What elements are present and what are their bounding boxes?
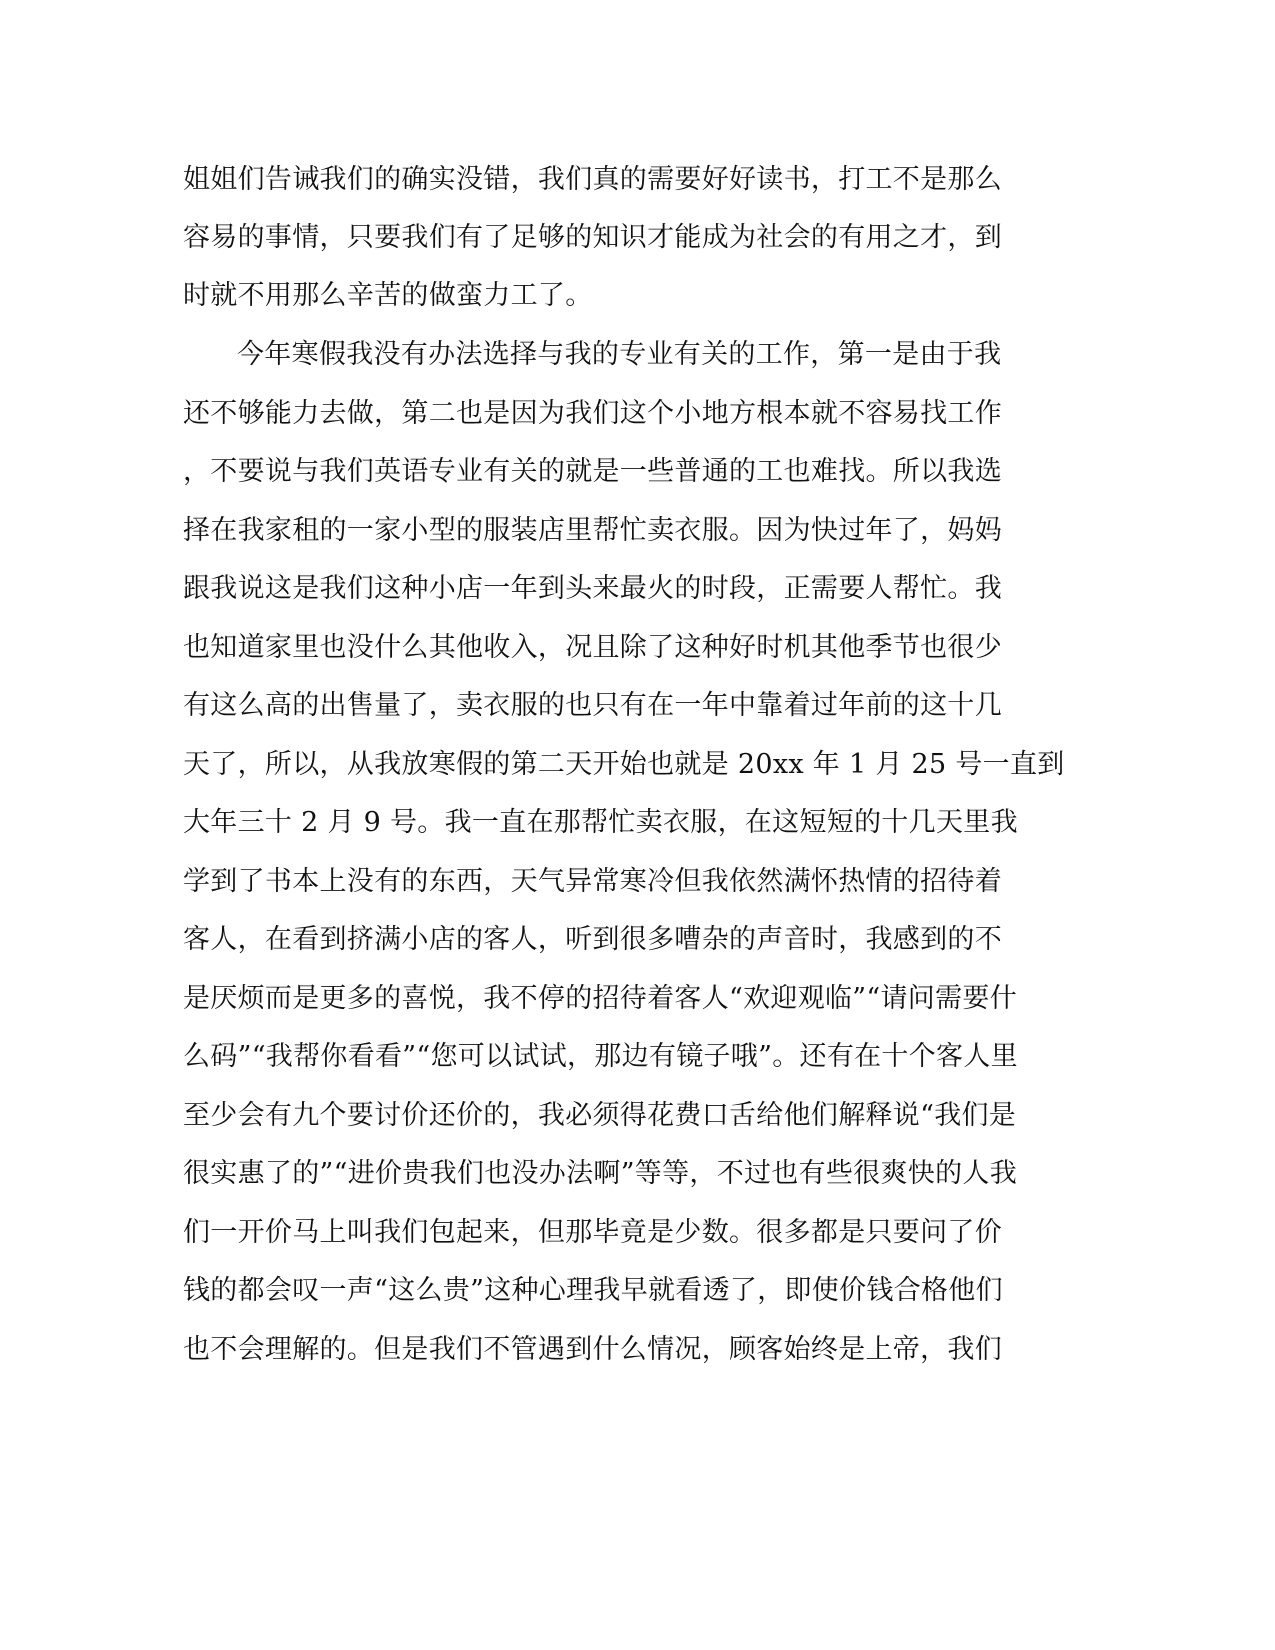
text-line: 还不够能力去做，第二也是因为我们这个小地方根本就不容易找工作 [183,398,1002,429]
text-line: 们一开价马上叫我们包起来，但那毕竟是少数。很多都是只要问了价 [183,1217,1002,1248]
text-line: 么码”“我帮你看看”“您可以试试，那边有镜子哦”。还有在十个客人里 [183,1041,1018,1072]
text-line: 至少会有九个要讨价还价的，我必须得花费口舌给他们解释说“我们是 [183,1100,1017,1131]
text-line: 大年三十 2 月 9 号。我一直在那帮忙卖衣服，在这短短的十几天里我 [183,807,1018,838]
text-line: 时就不用那么辛苦的做蛮力工了。 [183,280,593,311]
text-line: 很实惠了的”“进价贵我们也没办法啊”等等，不过也有些很爽快的人我 [183,1158,1018,1189]
text-line: 也知道家里也没什么其他收入，况且除了这种好时机其他季节也很少 [183,632,1002,663]
paragraph-start-line: 今年寒假我没有办法选择与我的专业有关的工作，第一是由于我 [237,339,1002,370]
text-line: 容易的事情，只要我们有了足够的知识才能成为社会的有用之才，到 [183,222,1002,253]
text-line: 天了，所以，从我放寒假的第二天开始也就是 20xx 年 1 月 25 号一直到 [183,749,1065,780]
text-line: 跟我说这是我们这种小店一年到头来最火的时段，正需要人帮忙。我 [183,573,1002,604]
text-line: 择在我家租的一家小型的服装店里帮忙卖衣服。因为快过年了，妈妈 [183,515,1002,546]
text-line: 钱的都会叹一声“这么贵”这种心理我早就看透了，即使价钱合格他们 [183,1275,1003,1306]
text-line: 也不会理解的。但是我们不管遇到什么情况，顾客始终是上帝，我们 [183,1334,1002,1365]
text-line: 学到了书本上没有的东西，天气异常寒冷但我依然满怀热情的招待着 [183,866,1002,897]
text-line: 有这么高的出售量了，卖衣服的也只有在一年中靠着过年前的这十几 [183,690,1002,721]
text-line: 客人，在看到挤满小店的客人，听到很多嘈杂的声音时，我感到的不 [183,924,1002,955]
text-line: 是厌烦而是更多的喜悦，我不停的招待着客人“欢迎观临”“请问需要什 [183,983,1018,1014]
text-line: ，不要说与我们英语专业有关的就是一些普通的工也难找。所以我选 [183,456,1002,487]
text-line: 姐姐们告诫我们的确实没错，我们真的需要好好读书，打工不是那么 [183,164,1002,195]
